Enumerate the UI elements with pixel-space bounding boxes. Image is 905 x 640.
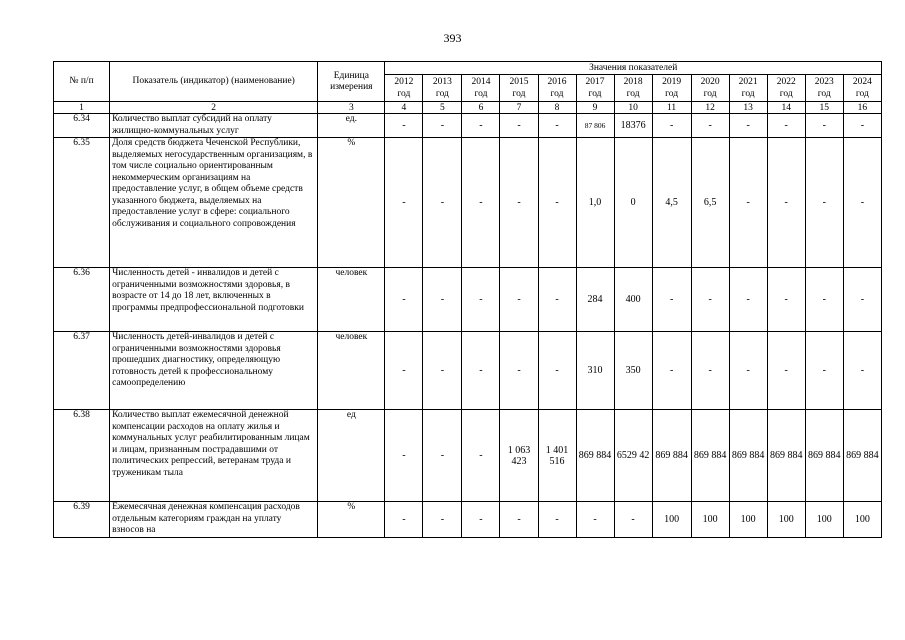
header-year: 2017 год: [576, 75, 614, 102]
row-value: -: [729, 268, 767, 332]
row-value: 1 063 423: [500, 410, 538, 502]
row-number: 6.36: [54, 268, 110, 332]
row-value: 100: [652, 502, 691, 538]
row-unit: человек: [318, 332, 385, 410]
row-value: -: [538, 138, 576, 268]
header-year: 2022 год: [767, 75, 805, 102]
header-year: 2023 год: [805, 75, 843, 102]
row-unit: ед.: [318, 114, 385, 138]
header-unit: Единица измерения: [318, 62, 385, 102]
column-number: 8: [538, 102, 576, 114]
row-unit: %: [318, 502, 385, 538]
row-value: 869 884: [652, 410, 691, 502]
row-value: -: [767, 114, 805, 138]
row-value: -: [767, 332, 805, 410]
page-number: 393: [443, 31, 462, 45]
row-value: 100: [691, 502, 729, 538]
table-row: [54, 410, 882, 502]
row-unit: %: [318, 138, 385, 268]
row-value: 400: [614, 268, 652, 332]
header-year: 2015 год: [500, 75, 538, 102]
column-number: 2: [110, 102, 318, 114]
row-value: 869 884: [767, 410, 805, 502]
column-number: 16: [843, 102, 881, 114]
row-value: -: [729, 138, 767, 268]
row-value: 18376: [614, 114, 652, 138]
row-number: 6.38: [54, 410, 110, 502]
row-indicator: Доля средств бюджета Чеченской Республики, выделяемых негосударственным организациям, в том числе социально ориентированным некоммерческим организациям на предоставление услуг, в общем объеме средств указанного бюджета, выделяемых на предоставление услуг в сфере: социального обслуживания и социального сопровождения: [110, 138, 318, 268]
table-row: [54, 332, 882, 410]
row-number: 6.34: [54, 114, 110, 138]
column-number: 9: [576, 102, 614, 114]
row-value: -: [843, 332, 881, 410]
table-row: [54, 114, 882, 138]
row-value: -: [423, 332, 462, 410]
header-year: 2013 год: [423, 75, 462, 102]
row-value: -: [462, 332, 500, 410]
row-value: 869 884: [576, 410, 614, 502]
row-value: -: [767, 268, 805, 332]
table-row: [54, 502, 882, 538]
column-number: 1: [54, 102, 110, 114]
header-year: 2012 год: [385, 75, 423, 102]
row-value: 6529 42: [614, 410, 652, 502]
row-value: -: [691, 268, 729, 332]
row-value: -: [462, 268, 500, 332]
row-value: -: [500, 502, 538, 538]
row-value: -: [385, 268, 423, 332]
row-value: 87 806: [576, 114, 614, 138]
row-indicator: Численность детей - инвалидов и детей с ограниченными возможностями здоровья, в возрасте от 14 до 18 лет, включенных в программы предпрофессиональной подготовки: [110, 268, 318, 332]
row-value: -: [423, 268, 462, 332]
row-value: -: [538, 332, 576, 410]
row-value: -: [805, 268, 843, 332]
row-value: -: [691, 114, 729, 138]
column-number: 10: [614, 102, 652, 114]
row-value: 310: [576, 332, 614, 410]
header-year: 2019 год: [652, 75, 691, 102]
column-number: 15: [805, 102, 843, 114]
header-year: 2014 год: [462, 75, 500, 102]
header-no: № п/п: [54, 62, 110, 102]
row-indicator: Количество выплат субсидий на оплату жилищно-коммунальных услуг: [110, 114, 318, 138]
row-unit: ед: [318, 410, 385, 502]
row-value: -: [538, 268, 576, 332]
column-number: 4: [385, 102, 423, 114]
row-indicator: Ежемесячная денежная компенсация расходов отдельным категориям граждан на уплату взносов на: [110, 502, 318, 538]
column-number: 11: [652, 102, 691, 114]
header-column-numbers: [54, 102, 882, 114]
row-value: -: [729, 114, 767, 138]
column-number: 7: [500, 102, 538, 114]
row-value: -: [423, 138, 462, 268]
row-value: 1,0: [576, 138, 614, 268]
row-value: -: [538, 114, 576, 138]
table-row: [54, 268, 882, 332]
row-unit: человек: [318, 268, 385, 332]
row-value: -: [500, 114, 538, 138]
row-value: -: [385, 138, 423, 268]
row-value: 4,5: [652, 138, 691, 268]
row-value: -: [805, 332, 843, 410]
row-value: -: [652, 114, 691, 138]
row-value: 100: [805, 502, 843, 538]
row-value: 350: [614, 332, 652, 410]
row-value: 869 884: [729, 410, 767, 502]
row-indicator: Численность детей-инвалидов и детей с ограниченными возможностями здоровья прошедших диагностику, определяющую готовность детей к профессиональному самоопределению: [110, 332, 318, 410]
header-year: 2024 год: [843, 75, 881, 102]
row-value: -: [385, 332, 423, 410]
row-value: 100: [729, 502, 767, 538]
row-value: 1 401 516: [538, 410, 576, 502]
header-year: 2021 год: [729, 75, 767, 102]
indicators-table: [53, 61, 882, 538]
header-values: Значения показателей: [385, 62, 882, 75]
header-indicator: Показатель (индикатор) (наименование): [110, 62, 318, 102]
column-number: 6: [462, 102, 500, 114]
column-number: 13: [729, 102, 767, 114]
row-indicator: Количество выплат ежемесячной денежной компенсации расходов на оплату жилья и коммунальных услуг реабилитированным лицам и лицам, признанным пострадавшими от политических репрессий, ветеранам труда и труженикам тыла: [110, 410, 318, 502]
row-number: 6.35: [54, 138, 110, 268]
row-value: -: [423, 114, 462, 138]
row-value: -: [729, 332, 767, 410]
row-value: -: [805, 114, 843, 138]
column-number: 14: [767, 102, 805, 114]
header-year: 2016 год: [538, 75, 576, 102]
column-number: 5: [423, 102, 462, 114]
row-value: 869 884: [843, 410, 881, 502]
row-value: -: [462, 502, 500, 538]
row-value: 284: [576, 268, 614, 332]
row-number: 6.39: [54, 502, 110, 538]
row-value: -: [462, 410, 500, 502]
table-body: [54, 114, 882, 538]
row-value: 869 884: [691, 410, 729, 502]
row-value: 0: [614, 138, 652, 268]
row-value: -: [385, 410, 423, 502]
header-year: 2018 год: [614, 75, 652, 102]
header-year: 2020 год: [691, 75, 729, 102]
row-value: -: [691, 332, 729, 410]
row-value: -: [423, 410, 462, 502]
row-value: -: [423, 502, 462, 538]
row-value: -: [462, 138, 500, 268]
row-value: -: [805, 138, 843, 268]
row-value: -: [500, 268, 538, 332]
row-value: -: [538, 502, 576, 538]
row-value: 6,5: [691, 138, 729, 268]
row-value: -: [652, 332, 691, 410]
row-value: -: [385, 114, 423, 138]
row-value: -: [385, 502, 423, 538]
row-value: -: [576, 502, 614, 538]
row-value: -: [843, 114, 881, 138]
column-number: 12: [691, 102, 729, 114]
row-number: 6.37: [54, 332, 110, 410]
row-value: -: [767, 138, 805, 268]
table-row: [54, 138, 882, 268]
column-number: 3: [318, 102, 385, 114]
row-value: -: [843, 268, 881, 332]
row-value: 869 884: [805, 410, 843, 502]
row-value: -: [843, 138, 881, 268]
row-value: 100: [767, 502, 805, 538]
row-value: -: [652, 268, 691, 332]
row-value: -: [462, 114, 500, 138]
row-value: -: [614, 502, 652, 538]
row-value: 100: [843, 502, 881, 538]
row-value: -: [500, 138, 538, 268]
row-value: -: [500, 332, 538, 410]
